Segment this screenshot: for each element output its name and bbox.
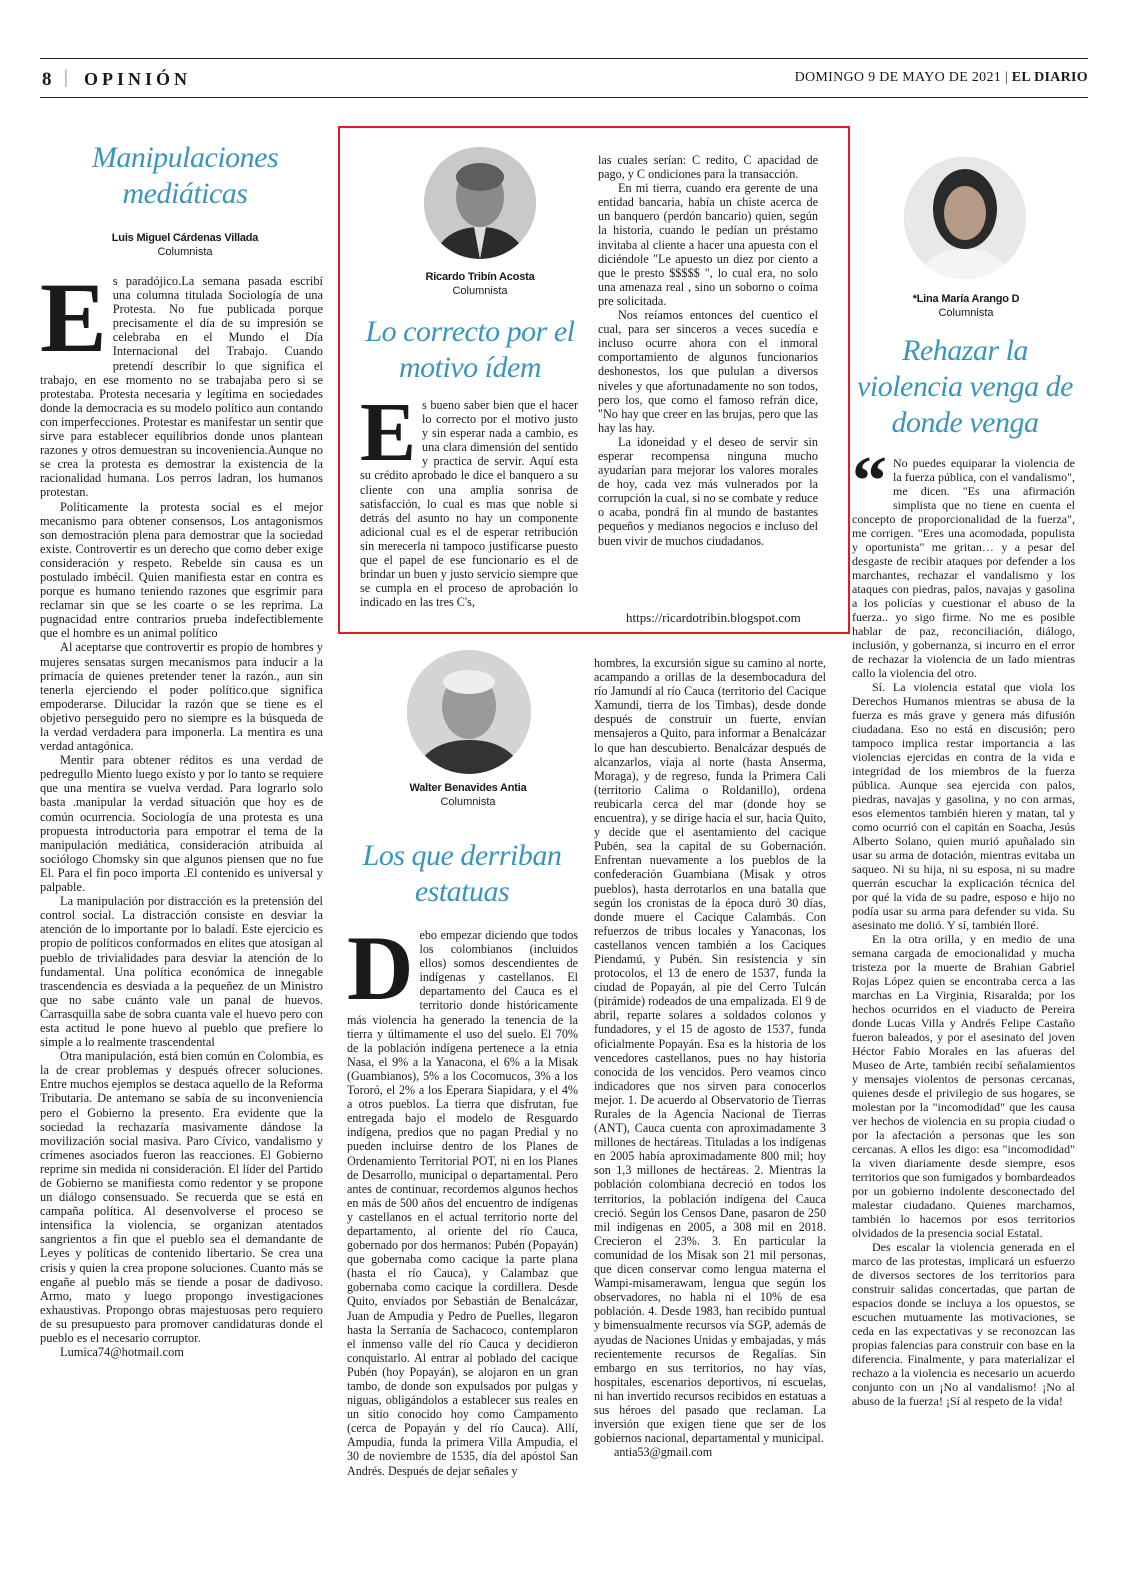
paragraph [360, 386, 578, 610]
paragraph: En mi tierra, cuando era gerente de una entidad bancaria, había un chiste acerca de un banquero (perdón bancario) quien, según la historia, cuando le pedían un préstamo invitaba al cliente a hacer una apuesta con el diciéndole "Le apuesto un diez por ciento a que le presto $$$$$ ", lo cual era, no solo una amenaza real , sino un soborno o coima pre solicitada. [598, 181, 818, 308]
paragraph: las cuales serían: C redito, C apacidad de pago, y C ondiciones para la transacción. [598, 153, 818, 182]
paragraph [40, 262, 323, 500]
drop-cap: D [347, 917, 414, 1019]
page-number: 8 [42, 69, 52, 90]
author-email: antia53@gmail.com [614, 1445, 713, 1460]
article-title-manipulaciones: Manipulaciones mediáticas [91, 141, 279, 210]
paragraph: En la otra orilla, y en medio de una semana cargada de emocionalidad y mucha tristeza por la muerte de Brahian Gabriel Rojas López quien se encontraba cerca a las marchas en La Virginia, Risaralda; por los hechos ocurridos en el viaducto de Pereira donde Lucas Villa y Andrés Felipe Castaño fueron baleados, y por el asesinato del joven Héctor Fabio Morales en las afueras del Museo de Arte, también recibí señalamientos y mensajes violentos de personas cercanas, quienes desde el privilegio de sus hogares, se molestan por la "incomodidad" que les causa ver hechos de violencia en su propia ciudad o por la afectación a personas que les son cercanas. A ellos les digo: esa "incomodidad" la viven diariamente desde siempre, esos territorios que son fumigados y bombardeados por un gobierno indolente desconectado del malestar ciudadano. Quienes marchamos, también lo hacemos por esos territorios olvidados de la presencia social Estatal. [852, 932, 1075, 1240]
author-role: Columnista [157, 246, 213, 258]
page-header [40, 58, 1088, 98]
issue-date: DOMINGO 9 DE MAYO DE 2021 [794, 70, 1002, 85]
portrait-icon [424, 147, 536, 259]
author-name: *Lina María Arango D [912, 293, 1020, 305]
paragraph: Al aceptarse que controvertir es propio de hombres y mujeres sensatas surgen mecanismos para inducir a la primacía de quienes pretender tener la razón., aun sin tenerla ejerciendo el poder político.que significa empoderarse. Dilucidar la razón que se tiene es el objetivo perseguido pero no siempre es la búsqueda de la verdad verdadera para imponerla. La mentira es una verdad antagónica. [40, 640, 323, 754]
article-title-lo-correcto: Lo correcto por el motivo ídem [365, 315, 575, 384]
author-block-arango [866, 292, 1066, 320]
section-name: OPINIÓN [84, 69, 192, 89]
header-separator: | [64, 67, 68, 88]
article-body-manipulaciones [40, 262, 323, 1514]
portrait-icon [407, 650, 531, 774]
paragraph: Mentir para obtener réditos es una verdad de pedregullo Miento luego existo y por lo tanto se requiere que una mentira se vuelva verdad. Para lograrlo solo basta .manipular la verdad situación que hoy es de común ocurrencia. Sociología de una protesta es una propuesta introductoria para empotrar el tema de la manipulación mediática, consideración atribuida al sociólogo Chomsky sin que algunos piensen que no fue El. Para el fin poco importa .El contenido es universal y palpable. [40, 753, 323, 895]
blog-link[interactable]: https://ricardotribin.blogspot.com [626, 610, 801, 625]
paragraph: Otra manipulación, está bien común en Colombia, es la de crear problemas y después ofrecer soluciones. Entre muchos ejemplos se destaca aquello de la Reforma Tributaria. De antemano se sabía de su inconveniencia pero el Gobierno la presento. Era evidente que la sociedad la rechazaría masivamente dándose la movilización social masiva. Paro Cívico, vandalismo y crímenes asociados fueron las reacciones. El Gobierno reprime sin medida ni consideración. El líder del Partido de Gobierno se manifiesta como redentor y se propone un diálogo consensuado. Se recuerda que se está en campaña política. Al desenvolverse el proceso se intensifica la violencia, se organizan atentados sangrientos a fin que el pueblo sea el demandante de Leyes y políticas de contenido libertario. Se crea una crisis y quien la crea propone soluciones. Cuanto más se engañe al pueblo más se tiende a posar de dadivoso. Armo, mato y luego propongo investigaciones exhaustivas. Propongo obras majestuosas pero requiero de su presupuesto para promover candidaturas donde el pueblo es el necesario corruptor. [40, 1049, 323, 1346]
paragraph: hombres, la excursión sigue su camino al norte, acampando a orillas de la desembocadura del río Jamundí al río Cauca (territorio del Cacique Xamundí, tierra de los Timbas), desde donde después de construir un fuerte, envían mensajeros a Quito, para informar a Benalcázar lo que han descubierto. Benalcázar después de alcanzarlos, viaja al norte (hasta Anserma, Moraga), y de regreso, funda la Primera Cali (territorio Calima o Roldanillo), ordena reubicarla cerca del mar (donde hoy se encuentra), y se dirige hacia el sur, hacia Quito, y decide que el asentamiento del cacique Pubén, sea la capital de su Gobernación. Enfrentan nuevamente a los pueblos de la confederación Guambiana (Misak y otros pueblos), hasta derrotarlos en una batalla que según los cronistas de la época duró 30 días, donde muere el Cacique Calambás. Con refuerzos de tribus locales y Yanaconas, los castellanos vencen también a los Caciques Piendamú, y Pubén. Sin resistencia y sin protocolos, el 13 de enero de 1537, funda la ciudad de Popayán, al pie del Cerro Tulcán (pirámide) rodeados de una empalizada. El 9 de abril, reparte solares a soldados colonos y fundadores, y el 15 de agosto de 1537, funda oficialmente Popayán. Esa es la historia de los vencedores castellanos, pues no hay historia conocida de los vencidos. Pero veamos cinco indicadores que nos sirven para conocerlos mejor. 1. De acuerdo al Observatorio de Tierras Rurales de la Agencia Nacional de Tierras (ANT), Cauca cuenta con aproximadamente 3 millones de hectáreas. Tituladas a los indígenas en 2005 había aproximadamente 800 mil; hoy son 1,3 millones de hectáreas. 2. Mientras la población colombiana decreció en todos los territorios, la población indígena del Cauca creció. Según los Censos Dane, pasaron de 250 mil indígenas en 2005, a 308 mil en 2018. Crecieron el 23%. 3. En particular la comunidad de los Misak son 21 mil personas, que dicen conservar como lengua materna el Wampi-misamerawam, lengua que según los observadores, no habla ni el 10% de esa población. 4. Desde 1983, han recibido puntual y bimensualmente recursos vía SGP, además de ayudas de Naciones Unidas y embajadas, y más recientemente recursos de Regalías. Sin embargo en sus territorios, no hay vías, hospitales, escenarios deportivos, ni escuelas, ni han invertido recursos recibidos en estatuas a sus héroes del pasado que reclaman. La inversión que exigen tiene que ser de los gobiernos nacional, departamental y municipal. [594, 656, 826, 1446]
article-body-derriban-a [347, 917, 578, 1513]
author-photo-arango [904, 157, 1026, 279]
article-title-rehazar: Rehazar la violencia venga de donde venga [857, 334, 1073, 439]
paragraph: La manipulación por distracción es la pretensión del control social. La distracción consiste en desviar la atención de lo importante por lo baladí. Este ejercicio es propio de políticos conformados en elites que atosigan al pueblo de trivialidades para desviar la atención de lo fundamental. Una política económica de innegable trascendencia es desviada a la pequeñez de un Ministro que no sabe cuánto vale un panal de huevos. Carrasquilla sabe de sobra cuanta vale el huevo pero con esta actitud le pone huevo al pueblo que prefiere lo simple a lo realmente trascendental [40, 894, 323, 1050]
paragraph [852, 443, 1075, 680]
drop-cap: E [40, 262, 107, 373]
author-name: Luis Miguel Cárdenas Villada [111, 232, 259, 244]
author-email: Lumica74@hotmail.com [60, 1345, 184, 1360]
paragraph-text: ebo empezar diciendo que todos los colombianos (incluidos ellos) somos descendientes de indígenas y castellanos. El departamento del Cauca es el territorio donde históricamente más violencia ha generado la tenencia de la tierra y últimamente el uso del suelo. El 70% de la población indígena pertenece a la etnia Nasa, el 9% a la Yanacona, el 6% a la Misak (Guambianos), 5% a los Cocomucos, 3% a los Tororó, el 2% a los Eperara Siapidara, y el 4% a otros pueblos. La tierra que disfrutan, fue entregada bajo el modelo de Resguardo indígena, predios que no pagan Predial y no pueden incluirse dentro de los Planes de Ordenamiento Territorial POT, ni en los Planes de Desarrollo, municipal o departamental. Pero antes de continuar, recordemos algunos hechos en más de 500 años del encuentro de indígenas y castellanos en el actual territorio norte del departamento, al oriente del río Cauca, gobernado por dos hermanos: Pubén (Popayán) que gobernaba como cacique la parte plana (hasta el río Cauca), y Calambaz que gobernaba como cacique la cordillera. Desde Quito, enviados por Sebastián de Benalcázar, Juan de Ampudia y Pedro de Puelles, llegaron hasta la Serranía de Sachacoco, contemplaron el inmenso valle del río Cauca y decidieron conquistarlo. Al entrar al poblado del cacique Pubén (hoy Popayán), se alojaron en un gran tambo, de donde son expulsados por pulgas y niguas, obligándolos a establecer sus reales en un sitio conocido hoy como Campamento (cerca de Popayán y del río Cauca). Allí, Ampudia, funda la primera Villa Ampudia, el 30 de noviembre de 1535, día del apóstol San Andrés. Después de dejar señales y [347, 928, 578, 1478]
author-name: Ricardo Tribín Acosta [425, 271, 535, 283]
author-role: Columnista [440, 796, 496, 808]
paragraph [347, 917, 578, 1478]
drop-cap: E [360, 386, 417, 479]
article-body-lo-correcto-b [598, 153, 818, 593]
paragraph-text: s bueno saber bien que el hacer lo correcto por el motivo justo y sin esperar nada a cambio, es una clara dimensión del sentido y practica de servir. Aquí esta su crédito aprobado le dice el banquero a su cliente con una amplia sonrisa de satisfacción, lo cual es mas que noble si detrás del asunto no hay un componente adicional cual es el de esperar retribución sin merecerla ni tampoco justificarse puesto que el papel de ese funcionario es el de brindar un buen y justo servicio siempre que se cumpla en el proceso de aprobación lo indicado en las tres C's, [360, 398, 578, 610]
author-block-cardenas [70, 231, 300, 259]
paragraph: Sí. La violencia estatal que viola los Derechos Humanos mientras se abusa de la fuerza es más grave y genera más difusión ciudadana. Eso no está en discusión; pero tampoco implica restar importancia a las violencias ejercidas en contra de la vida e integridad de los miembros de la fuerza pública. Aunque sea ejercida con palos, piedras, navajas y gasolina, y no con armas, esos elementos también hieren y matan, tal y como ocurrió con el capitán en Soacha, Jesús Alberto Solano, quien murió apuñalado sin usar su arma de dotación, mientras evitaba un saqueo. Ni su hija, ni su esposa, ni su madre querrán escuchar la explicación técnica del por qué la vida de su padre, esposo e hijo no podía usar su arma para defender su vida. Su asesinato me dolió. Y sí, también lloré. [852, 680, 1075, 932]
paragraph: Des escalar la violencia generada en el marco de las protestas, implicará un esfuerzo de diversos sectores de los territorios para construir salidas concertadas, que partan de espacios donde se incluya a los opuestos, se escuchen mutuamente las motivaciones, se ceda en las expectativas y se reconozcan las propias falencias para construir con base en la diferencia. Finalmente, y para materializar el rechazo a la violencia es necesario un acuerdo conjunto con un ¡No al vandalismo! ¡No al abuso de la fuerza! ¡Sí al respeto de la vida! [852, 1240, 1075, 1408]
author-photo-benavides [407, 650, 531, 774]
author-role: Columnista [938, 307, 994, 319]
paragraph: Nos reíamos entonces del cuentico el cual, para ser sinceros a veces sucedía e incluso ocurre ahora con el inmoral comportamiento de algunos funcionarios deshonestos, los que pululan a diversos niveles y que afortunadamente no son todos, pero los, que como el famoso refrán dice, "No hay que creer en las brujas, pero que las hay las hay. [598, 308, 818, 435]
article-body-lo-correcto-a [360, 386, 578, 626]
article-body-rehazar [852, 443, 1075, 1516]
article-body-derriban-b [594, 656, 826, 1501]
article-title-derriban: Los que derriban estatuas [362, 839, 562, 908]
portrait-icon [904, 157, 1026, 279]
paper-name: EL DIARIO [1011, 70, 1088, 85]
paragraph-text: No puedes equiparar la violencia de la fuerza pública, con el vandalismo", me dicen. "Es una afirmación simplista que no tiene en cuenta el concepto de proporcionalidad de la fuerza", me corrigen. "Eres una acomodada, populista y oportunista" me gritan… y a pesar del desgaste de recibir ataques por defender a los marchantes, rechazar el vandalismo y los ataques con piedras, palos, navajas y gasolina a los policías y cuestionar el abuso de la fuerza.. yo sigo firme. No me es posible hablar de paz, reconciliación, diálogo, inclusión, y gobernanza, si incurro en el error de rechazar la violencia de un lado mientras callo la violencia del otro. [852, 456, 1075, 680]
header-date: DOMINGO 9 DE MAYO DE 2021 | EL DIARIO [794, 70, 1088, 85]
author-photo-tribin [424, 147, 536, 259]
paragraph-text: s paradójico.La semana pasada escribí una columna titulada Sociología de una Protesta. No fue publicada porque precisamente el día de su impresión se celebraba en el Mundo el Día Internacional del Trabajo. Cuando pretendí describir lo que significa el trabajo, en ese momento no se trabajaba pero si se protestaba. Protesta necesaria y legítima en sociedades donde la democracia es su modelo político aun contando con imperfecciones. Protestar es manifestar un sentir que sirve para establecer equilibrios donde unos plantean razones y otros demuestran su incoveniencia.Aunque no se crea la protesta es demostrar la existencia de la racionalidad humana. Los perros ladran, los humanos protestan. [40, 274, 323, 500]
quote-mark: “ [852, 443, 887, 520]
author-block-benavides [368, 781, 568, 809]
paragraph: La idoneidad y el deseo de servir sin esperar recompensa ninguna mucho ayudarían para mejorar los valores morales de hoy, cada vez más vulnerados por la corrupción la cual, si no se combate y reduce o acaba, pondrá fin al mundo de bastantes pequeños y medianos negocios e incluso del buen vivir de muchos ciudadanos. [598, 434, 818, 548]
author-name: Walter Benavides Antia [409, 782, 527, 794]
author-block-tribin [380, 270, 580, 298]
paragraph: Políticamente la protesta social es el mejor mecanismo para obtener consensos, Los antagonismos son demostración plena para demostrar que la sociedad existe. Controvertir es un derecho que como deber exige consideración y respeto. Rebelde sin causa es un postulado imbécil. Quien manifiesta estar en contra es porque es humano teniendo razones que esgrimir para reclamar sin que se les coarte o se les reprima. La pugnacidad entre contrarios prueba indefectiblemente que el hombre es un animal político [40, 499, 323, 641]
author-role: Columnista [452, 285, 508, 297]
